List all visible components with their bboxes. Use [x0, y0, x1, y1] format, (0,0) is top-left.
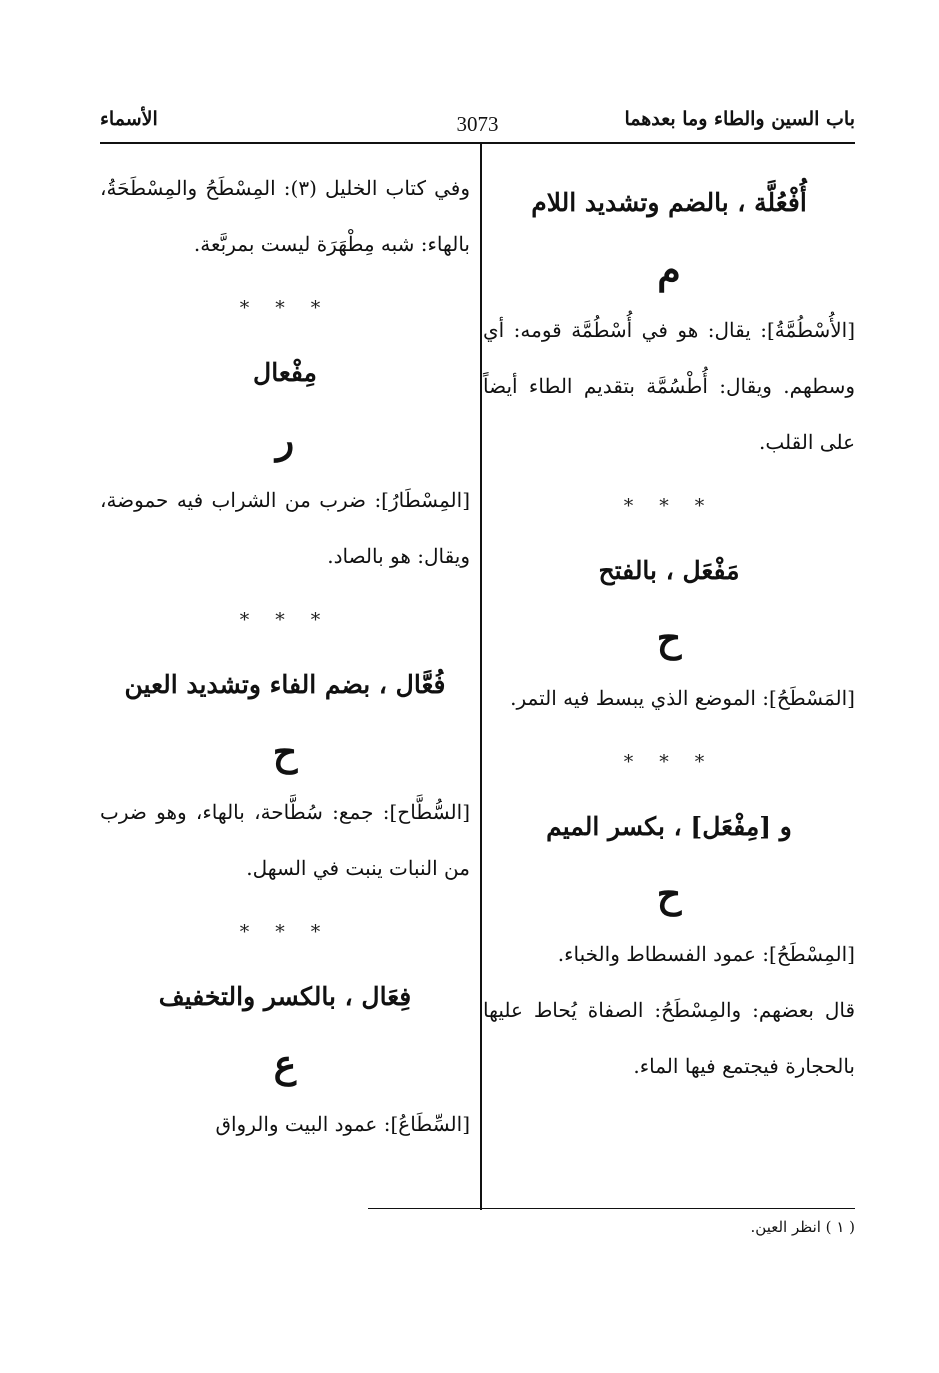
left-column [100, 160, 470, 1152]
footnote: ( ١ ) انظر العين. [750, 1218, 855, 1236]
right-column [483, 160, 855, 1094]
root-letter: م [657, 247, 681, 292]
dictionary-entry: [السُّطَّاح]: جمع: سُطَّاحة، بالهاء، وهو ضرب من النبات ينبت في السهل. [100, 800, 470, 880]
dictionary-entry: [المِسْطَارُ]: ضرب من الشراب فيه حموضة، ويقال: هو بالصاد. [100, 488, 470, 568]
section-title: مِفْعال [253, 358, 317, 387]
footnote-rule [368, 1208, 855, 1209]
section-title: فُعَّال ، بضم الفاء وتشديد العين [124, 670, 446, 699]
root-letter: ر [275, 417, 295, 462]
dictionary-entry: وفي كتاب الخليل (٣): المِسْطَحُ والمِسْطَحَةُ، بالهاء: شبه مِطْهَرَة ليست بمربَّعة. [100, 176, 470, 256]
page-number: 3073 [456, 112, 499, 136]
dictionary-entry: [المِسْطَحُ]: عمود الفسطاط والخباء. [557, 942, 855, 966]
root-letter: ح [272, 729, 298, 774]
dictionary-entry: [الأُسْطُمَّةُ]: يقال: هو في أُسْطُمَّة قومه: أي وسطهم. ويقال: أُطْسُمَّة بتقديم الطاء أيضاً على القلب. [483, 318, 855, 454]
root-letter: ع [273, 1041, 297, 1086]
dictionary-entry: [السِّطَاعُ]: عمود البيت والرواق [215, 1112, 470, 1136]
section-separator: * * * [239, 609, 331, 631]
column-divider [480, 144, 482, 1210]
section-title: فِعَال ، بالكسر والتخفيف [158, 982, 412, 1011]
section-separator: * * * [239, 297, 331, 319]
section-separator: * * * [623, 495, 715, 517]
root-letter: ح [656, 615, 682, 660]
dictionary-entry: قال بعضهم: والمِسْطَحُ: الصفاة يُحاط عليها بالحجارة فيجتمع فيها الماء. [483, 998, 855, 1078]
section-title: مَفْعَل ، بالفتح [598, 556, 740, 585]
section-separator: * * * [623, 751, 715, 773]
section-title: أُفْعُلَّة ، بالضم وتشديد اللام [531, 188, 807, 217]
section-separator: * * * [239, 921, 331, 943]
root-letter: ح [656, 871, 682, 916]
running-title-section: الأسماء [100, 108, 158, 130]
section-title: و [مِفْعَل] ، بكسر الميم [546, 812, 792, 841]
page-header [100, 108, 855, 144]
running-title-chapter: باب السين والطاء وما بعدهما [624, 108, 855, 130]
header-rule [100, 142, 855, 144]
dictionary-entry: [المَسْطَحُ]: الموضع الذي يبسط فيه التمر. [510, 686, 855, 710]
